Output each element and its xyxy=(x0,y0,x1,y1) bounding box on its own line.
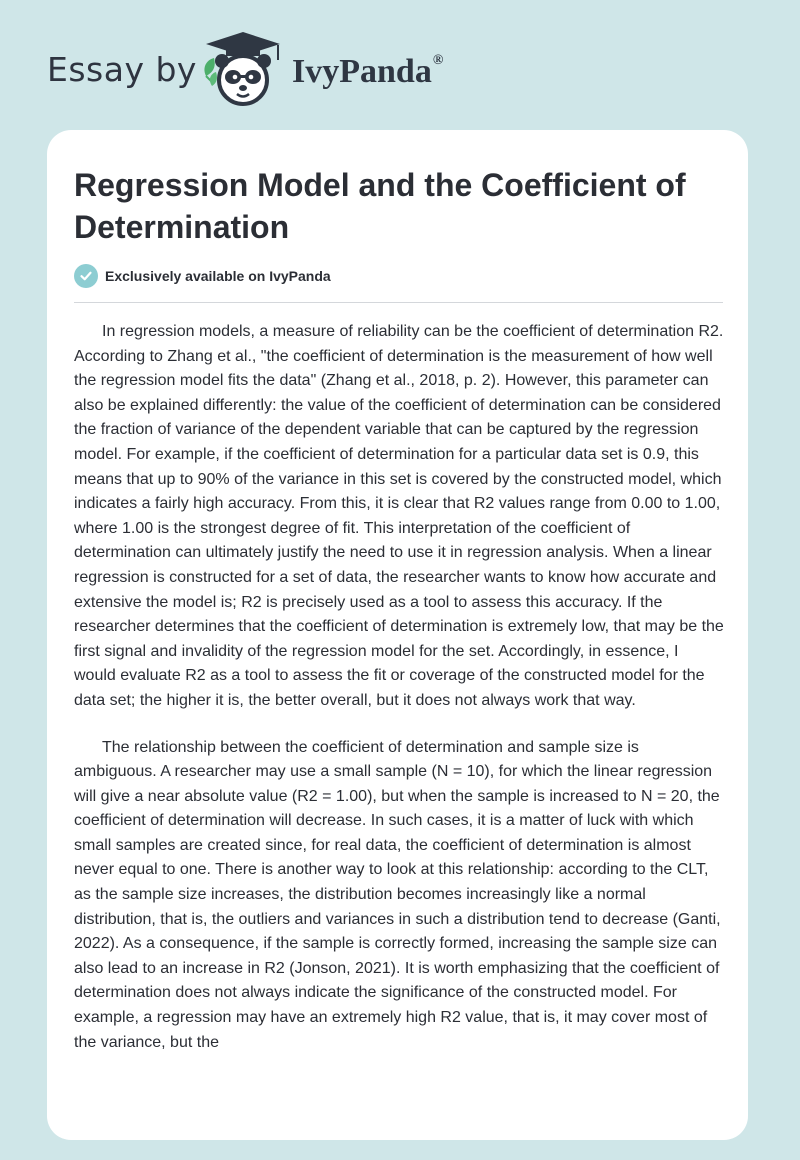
exclusive-badge xyxy=(74,262,331,290)
article-body xyxy=(74,320,724,1077)
paragraph: The relationship between the coefficient of determination and sample size is ambiguous. A researcher may use a small sample (N = 10), for which the linear regression will give a near absolute value (R2 = 1.00), but when the sample is increased to N = 20, the coefficient of determination will decrease. In such cases, it is a matter of luck with which small samples are created since, for real data, the coefficient of determination is almost never equal to one. There is another way to look at this relationship: according to the CLT, as the sample size increases, the distribution becomes increasingly like a normal distribution, that is, the outliers and variances in such a distribution tend to decrease (Ganti, 2022). As a consequence, if the sample is correctly formed, increasing the sample size can also lead to an increase in R2 (Jonson, 2021). It is worth emphasizing that the coefficient of determination does not always indicate the significance of the constructed model. For example, a regression may have an extremely high R2 value, that is, it may cover most of the variance, but the xyxy=(74,738,721,1051)
check-icon xyxy=(74,264,98,288)
divider xyxy=(74,302,723,303)
site-header xyxy=(0,0,800,120)
panda-graduate-icon[interactable] xyxy=(200,28,286,114)
article-card xyxy=(47,130,748,1140)
paragraph: In regression models, a measure of reliability can be the coefficient of determination R2. According to Zhang et al., "the coefficient of determination is the measurement of how well the regression model fits the data" (Zhang et al., 2018, p. 2). However, this parameter can also be explained differently: the value of the coefficient of determination can be considered the fraction of variance of the dependent variable that can be captured by the regression model. For example, if the coefficient of determination for a particular data set is 0.9, this means that up to 90% of the variance in this set is covered by the constructed model, which indicates a fairly high accuracy. From this, it is clear that R2 values range from 0.00 to 1.00, where 1.00 is the strongest degree of fit. This interpretation of the coefficient of determination can ultimately justify the need to use it in regression analysis. When a linear regression is constructed for a set of data, the researcher wants to know how accurate and extensive the model is; R2 is precisely used as a tool to assess this accuracy. If the researcher determines that the coefficient of determination is extremely low, that may be the first signal and invalidity of the regression model for the set. Accordingly, in essence, I would evaluate R2 as a tool to assess the fit or coverage of the constructed model for the data set; the higher it is, the better overall, but it does not always work that way. xyxy=(74,323,724,709)
brand-name[interactable] xyxy=(292,53,443,91)
essay-by-label: Essay by xyxy=(47,50,197,89)
brand-text: IvyPanda xyxy=(292,53,432,90)
article-title: Regression Model and the Coefficient of Determination xyxy=(74,167,686,245)
registered-mark: ® xyxy=(432,53,444,68)
badge-text: Exclusively available on IvyPanda xyxy=(105,268,331,284)
